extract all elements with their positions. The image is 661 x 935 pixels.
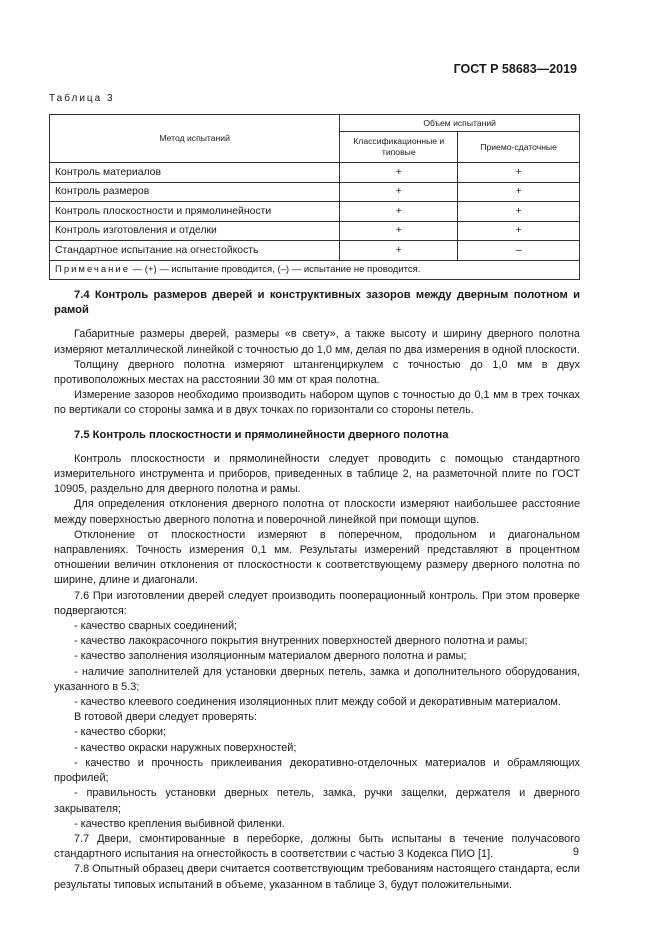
row-accept: – [458, 241, 580, 261]
table-row [50, 202, 580, 222]
page-number: 9 [572, 846, 579, 858]
list-item: - качество клеевого соединения изоляционных плит между собой и декоративным материалом. [74, 696, 561, 709]
row-method: Стандартное испытание на огнестойкость [50, 241, 340, 261]
row-classif: + [340, 182, 458, 202]
paragraph: Толщину дверного полотна измеряют штангенциркулем с точностью до 1,0 мм в двух противоположных местах на расстоянии 30 мм от края полотна. [54, 358, 580, 387]
table-caption: Таблица 3 [49, 93, 115, 104]
row-method: Контроль плоскостности и прямолинейности [50, 202, 340, 222]
document-body [54, 288, 580, 893]
table-3 [49, 114, 580, 280]
section-7-7: 7.7 Двери, смонтированные в переборке, должны быть испытаны в течение получасового стандартного испытания на огнестойкость в соответствии с частью 3 Кодекса ПИО [1]. [54, 832, 580, 861]
list-item: - качество крепления выбивной филенки. [74, 817, 285, 830]
list-item: - качество заполнения изоляционным материалом дверного полотна и рамы; [74, 650, 467, 663]
list-item: - правильность установки дверных петель, замка, ручки защелки, держателя и дверного закрывателя; [54, 787, 580, 815]
paragraph: Измерение зазоров необходимо производить набором щупов с точностью до 0,1 мм в трех точках по вертикали со стороны замка и в двух точках по горизонтали со стороны петель. [54, 389, 580, 417]
header-method: Метод испытаний [50, 115, 340, 163]
row-method: Контроль материалов [50, 163, 340, 183]
header-acceptance: Приемо-сдаточные [458, 132, 580, 163]
table-row [50, 221, 580, 241]
header-volume: Объем испытаний [340, 115, 580, 132]
row-classif: + [340, 221, 458, 241]
list-item: - качество сборки; [74, 726, 167, 739]
note-label: Примечание [55, 264, 130, 276]
section-7-8: 7.8 Опытный образец двери считается соответствующим требованиям настоящего стандарта, если результаты типовых испытаний в объеме, указанном в таблице 3, будут положительными. [54, 863, 580, 891]
list-item: - качество лакокрасочного покрытия внутренних поверхностей дверного полотна и рамы; [74, 635, 528, 648]
row-classif: + [340, 241, 458, 261]
row-method: Контроль размеров [50, 182, 340, 202]
header-classification: Классификационные и типовые [340, 132, 458, 163]
row-accept: + [458, 182, 580, 202]
list-item: - качество сварных соединений; [74, 620, 238, 633]
list-item: - качество окраски наружных поверхностей; [74, 741, 297, 754]
list-item: - качество и прочность приклеивания декоративно-отделочных материалов и обрамляющих профилей; [54, 756, 580, 785]
table-row [50, 163, 580, 183]
paragraph: Контроль плоскостности и прямолинейности следует проводить с помощью стандартного измерительного инструмента и приборов, приведенных в таблице 2, на разметочной плите по ГОСТ 10905, раздельно для дверного полотна и рамы. [54, 452, 580, 496]
table-note [50, 260, 580, 280]
document-header: ГОСТ Р 58683—2019 [453, 62, 577, 76]
table-row [50, 241, 580, 261]
list-item: - наличие заполнителей для установки дверных петель, замка и дополнительного оборудования, указанного в 5.3; [54, 665, 580, 693]
section-7-6-intro: 7.6 При изготовлении дверей следует производить пооперационный контроль. При этом проверке подвергаются: [54, 589, 580, 617]
paragraph: Отклонение от плоскостности измеряют в поперечном, продольном и диагональном направлениях. Точность измерения 0,1 мм. Результаты измерений представляют в процентном отношении величин отклонения от плоскостности к соответствующему размеру дверного полотна по ширине, длине и диагонали. [54, 528, 580, 587]
paragraph: Габаритные размеры дверей, размеры «в свету», а также высоту и ширину дверного полотна измеряют металлической линейкой с точностью до 1,0 мм, делая по два измерения в одной плоскости. [54, 328, 580, 356]
note-text: — (+) — испытание проводится, (–) — испытание не проводится. [130, 264, 421, 276]
table-row [50, 182, 580, 202]
row-accept: + [458, 202, 580, 222]
paragraph: В готовой двери следует проверять: [74, 711, 258, 724]
table-note-row [50, 260, 580, 280]
section-7-4-title: 7.4 Контроль размеров дверей и конструктивных зазоров между дверным полотном и рамой [54, 289, 580, 317]
paragraph: Для определения отклонения дверного полотна от плоскости измеряют наибольшее расстояние между поверхностью дверного полотна и поверочной линейкой при помощи щупов. [54, 498, 580, 526]
row-accept: + [458, 163, 580, 183]
row-classif: + [340, 163, 458, 183]
row-method: Контроль изготовления и отделки [50, 221, 340, 241]
row-accept: + [458, 221, 580, 241]
row-classif: + [340, 202, 458, 222]
section-7-5-title: 7.5 Контроль плоскостности и прямолинейности дверного полотна [74, 428, 449, 441]
